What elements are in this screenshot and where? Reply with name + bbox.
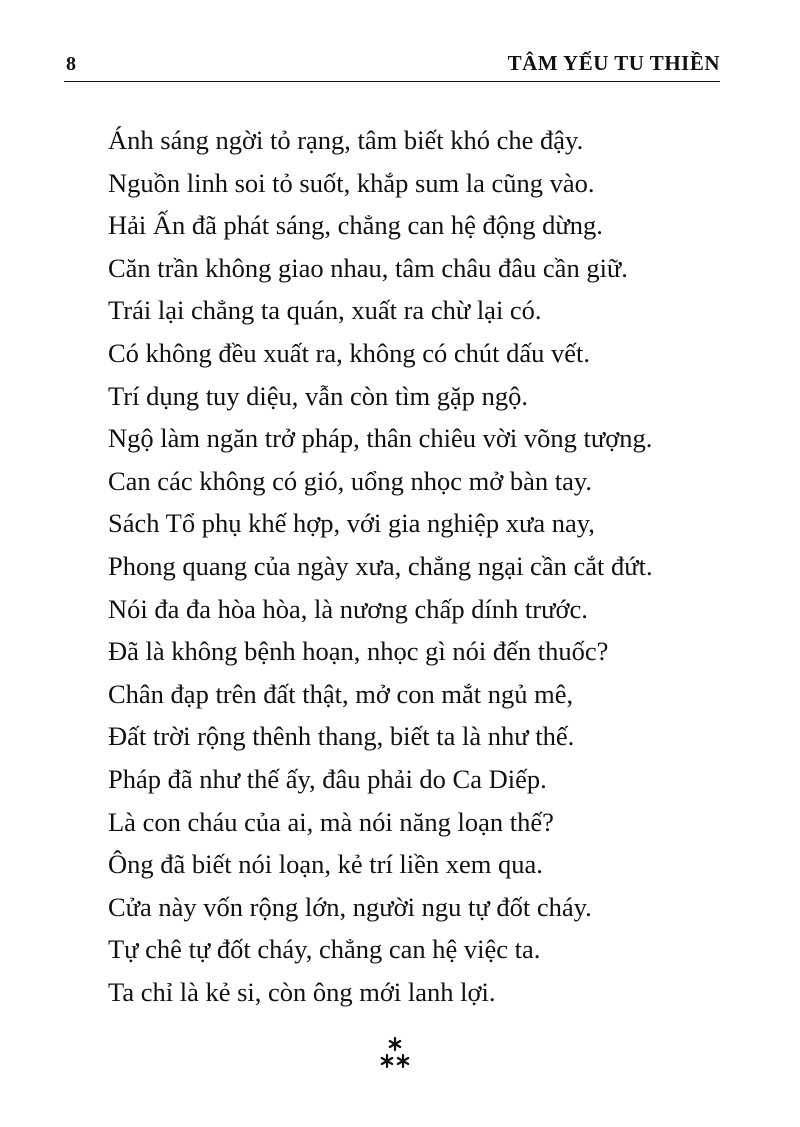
poem-line: Cửa này vốn rộng lớn, người ngu tự đốt cháy. [108, 891, 592, 922]
poem-line: Là con cháu của ai, mà nói năng loạn thế? [108, 806, 554, 837]
page-number: 8 [66, 53, 76, 75]
poem-line: Trí dụng tuy diệu, vẫn còn tìm gặp ngộ. [108, 380, 529, 411]
poem-line: Có không đều xuất ra, không có chút dấu vết. [108, 337, 591, 368]
poem-body [108, 119, 748, 1013]
poem-line: Phong quang của ngày xưa, chẳng ngại cần cắt đứt. [108, 550, 653, 581]
poem-line: Chân đạp trên đất thật, mở con mắt ngủ mê, [108, 678, 574, 709]
header-divider [64, 81, 720, 82]
poem-line: Can các không có gió, uổng nhọc mở bàn tay. [108, 465, 593, 496]
page-header [64, 50, 720, 80]
poem-line: Nói đa đa hòa hòa, là nương chấp dính trước. [108, 593, 588, 624]
poem-line: Pháp đã như thế ấy, đâu phải do Ca Diếp. [108, 763, 547, 794]
three-asterisks-icon [380, 1036, 410, 1072]
poem-line: Trái lại chẳng ta quán, xuất ra chừ lại có. [108, 295, 542, 326]
poem-line: Hải Ấn đã phát sáng, chẳng can hệ động dừng. [108, 210, 603, 241]
poem-line: Sách Tổ phụ khế hợp, với gia nghiệp xưa nay, [108, 508, 595, 539]
poem-line: Ông đã biết nói loạn, kẻ trí liền xem qua. [108, 849, 543, 880]
poem-line: Căn trần không giao nhau, tâm châu đâu cần giữ. [108, 252, 628, 283]
poem-line: Nguồn linh soi tỏ suốt, khắp sum la cũng vào. [108, 167, 595, 198]
poem-line: Ngộ làm ngăn trở pháp, thân chiêu vời võng tượng. [108, 423, 653, 454]
poem-line: Ta chỉ là kẻ si, còn ông mới lanh lợi. [108, 976, 496, 1007]
poem-line: Ánh sáng ngời tỏ rạng, tâm biết khó che đậy. [108, 125, 584, 155]
running-title: TÂM YẾU TU THIỀN [507, 51, 720, 75]
poem-line: Đất trời rộng thênh thang, biết ta là như thế. [108, 721, 575, 752]
poem-line: Đã là không bệnh hoạn, nhọc gì nói đến thuốc? [108, 636, 609, 667]
poem-line: Tự chê tự đốt cháy, chẳng can hệ việc ta. [108, 934, 541, 965]
